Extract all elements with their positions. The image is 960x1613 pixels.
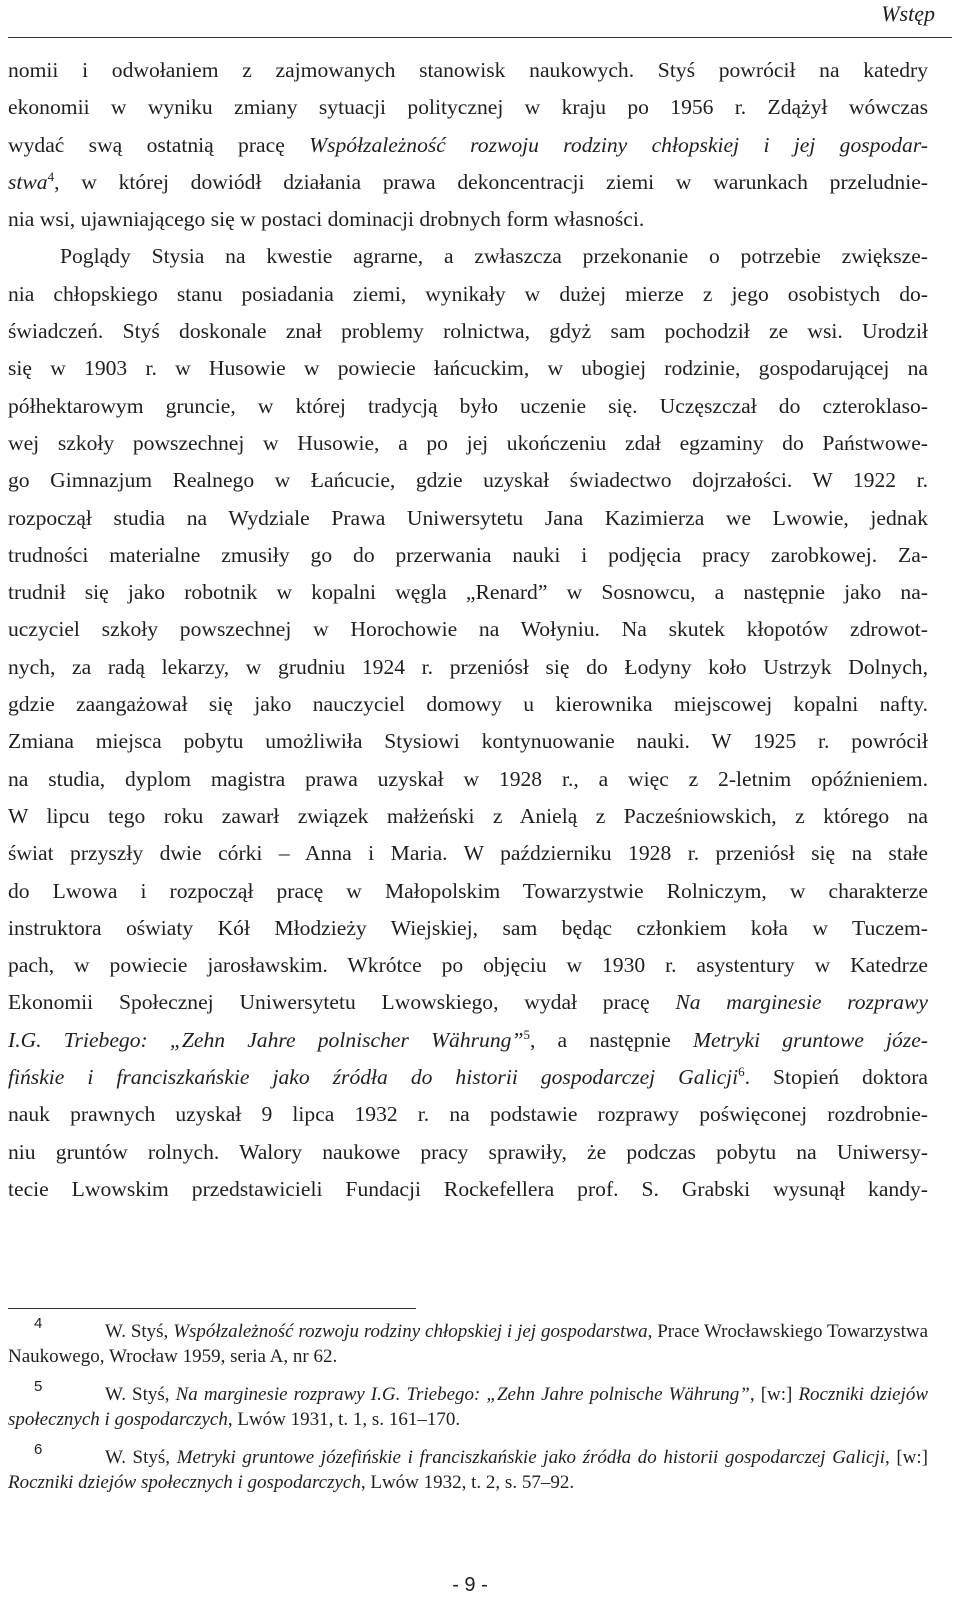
- page-number: - 9 -: [452, 1574, 488, 1596]
- footnote-title: Metryki gruntowe józefińskie i franciszkańskie jako źródła do historii gospodarczej Galicji: [176, 1447, 885, 1468]
- paragraph-2-line-4: się w 1903 r. w Husowie w powiecie łańcuckim, w ubogiej rodzinie, gospodarującej na: [8, 356, 928, 381]
- text-run: Ekonomii Społecznej Uniwersytetu Lwowskiego, wydał pracę: [8, 990, 676, 1015]
- paragraph-2-line-12: nych, za radą lekarzy, w grudniu 1924 r. przeniósł się do Łodyny koło Ustrzyk Dolnych,: [8, 654, 928, 679]
- paragraph-2-line-3: świadczeń. Styś doskonale znał problemy rolnictwa, gdyż sam pochodził ze wsi. Urodził: [8, 319, 928, 344]
- footnote-body: [8, 1320, 928, 1369]
- header-rule: [8, 37, 952, 38]
- paragraph-2-line-13: gdzie zaangażował się jako nauczyciel domowy u kierownika miejscowej kopalni nafty.: [8, 692, 928, 717]
- book-title-cont: stwa: [8, 169, 48, 194]
- paragraph-2-line-11: uczyciel szkoły powszechnej w Horochowie na Wołyniu. Na skutek kłopotów zdrowot-: [8, 617, 928, 642]
- paragraph-2-line-26: tecie Lwowskim przedstawicieli Fundacji Rockefellera prof. S. Grabski wysunął kandy-: [8, 1176, 928, 1201]
- footnote-4: [8, 1315, 929, 1369]
- paragraph-2-line-20: pach, w powiecie jarosławskim. Wkrótce po objęciu w 1930 r. asystentury w Katedrze: [8, 953, 928, 978]
- text-run: . Stopień doktora: [744, 1065, 928, 1090]
- paragraph-2-line-19: instruktora oświaty Kół Młodzieży Wiejskiej, sam będąc członkiem koła w Tuczem-: [8, 915, 928, 940]
- book-title-cont: I.G. Triebego: „Zehn Jahre polnischer Währung”: [8, 1027, 524, 1052]
- footnote-ref-4: 4: [47, 168, 55, 184]
- footnote-author: W. Styś,: [105, 1321, 174, 1342]
- footnote-number: 4: [34, 1315, 43, 1332]
- paragraph-2-line-17: świat przyszły dwie córki – Anna i Maria. W październiku 1928 r. przeniósł się na stałe: [8, 841, 928, 866]
- text-run: , w której dowiódł działania prawa dekoncentracji ziemi w warunkach przeludnie-: [54, 169, 928, 194]
- book-title: Na marginesie rozprawy: [675, 990, 928, 1015]
- paragraph-2-line-8: rozpoczął studia na Wydziale Prawa Uniwersytetu Jana Kazimierza we Lwowie, jednak: [8, 505, 928, 530]
- paragraph-2-line-9: trudności materialne zmusiły go do przerwania nauki i podjęcia pracy zarobkowej. Za-: [8, 542, 928, 567]
- paragraph-2-line-16: W lipcu tego roku zawarł związek małżeński z Anielą z Pacześniowskich, z którego na: [8, 803, 928, 828]
- paragraph-2-line-2: nia chłopskiego stanu posiadania ziemi, wynikały w dużej mierze z jego osobistych do-: [8, 281, 928, 306]
- footnote-journal: Roczniki dziejów społecznych i gospodarczych: [8, 1471, 361, 1493]
- footnote-journal: Roczniki dziejów społecznych i gospodarczych: [8, 1384, 928, 1430]
- footnote-ref-6: 6: [738, 1064, 745, 1080]
- paragraph-2-line-6: wej szkoły powszechnej w Husowie, a po jej ukończeniu zdał egzaminy do Państwowe-: [8, 430, 928, 455]
- paragraph-2-line-21: [8, 984, 928, 1021]
- paragraph-1-line-3: [8, 127, 928, 164]
- paragraph-2-line-10: trudnił się jako robotnik w kopalni węgla „Renard” w Sosnowcu, a następnie jako na-: [8, 580, 928, 605]
- body-text: [8, 52, 928, 1208]
- paragraph-2-line-24: nauk prawnych uzyskał 9 lipca 1932 r. na podstawie rozprawy poświęconej rozdrobnie-: [8, 1102, 928, 1127]
- footnote-body: [8, 1383, 928, 1432]
- paragraph-2-line-22: [8, 1022, 928, 1059]
- running-head: Wstęp: [881, 1, 935, 26]
- footnote-ref-5: 5: [523, 1026, 530, 1042]
- footnote-author: W. Styś,: [105, 1447, 177, 1468]
- footnote-body: [8, 1446, 928, 1495]
- paragraph-1-line-5: nia wsi, ujawniającego się w postaci dominacji drobnych form własności.: [8, 207, 645, 232]
- book-title: Metryki gruntowe józe-: [692, 1027, 928, 1052]
- paragraph-2-line-5: półhektarowym gruncie, w której tradycją było uczenie się. Uczęszczał do czteroklaso-: [8, 393, 928, 418]
- paragraph-2-line-23: [8, 1059, 928, 1096]
- footnote-number: 6: [34, 1441, 43, 1458]
- text-run: wydać swą ostatnią pracę: [8, 132, 310, 157]
- footnote-number: 5: [34, 1378, 43, 1395]
- footnote-title: Współzależność rozwoju rodziny chłopskiej i jej gospodarstwa: [173, 1321, 648, 1342]
- paragraph-2-line-18: do Lwowa i rozpoczął pracę w Małopolskim Towarzystwie Rolniczym, w charakterze: [8, 878, 928, 903]
- paragraph-1-line-4: [8, 164, 928, 201]
- footnote-rest: , Lwów 1932, t. 2, s. 57–92.: [360, 1471, 575, 1493]
- paragraph-2-line-15: na studia, dyplom magistra prawa uzyskał w 1928 r., a więc z 2-letnim opóźnieniem.: [8, 766, 928, 791]
- paragraph-2-line-7: go Gimnazjum Realnego w Łańcucie, gdzie uzyskał świadectwo dojrzałości. W 1922 r.: [8, 468, 928, 493]
- book-title-cont: fińskie i franciszkańskie jako źródła do historii gospodarczej Galicji: [8, 1065, 739, 1090]
- footnote-rest: , Lwów 1931, t. 1, s. 161–170.: [227, 1408, 461, 1430]
- text-run: , a następnie: [529, 1027, 693, 1052]
- footnote-rule: [8, 1308, 416, 1309]
- footnote-6: [8, 1441, 929, 1495]
- footnote-5: [8, 1378, 928, 1432]
- footnote-author: W. Styś,: [105, 1384, 176, 1405]
- book-title: Współzależność rozwoju rodziny chłopskiej i jej gospodar-: [309, 132, 928, 157]
- paragraph-1-line-2: ekonomii w wyniku zmiany sytuacji politycznej w kraju po 1956 r. Zdążył wówczas: [8, 95, 928, 120]
- footnote-mid: , [w:]: [749, 1384, 799, 1405]
- footnote-title: Na marginesie rozprawy I.G. Triebego: „Zehn Jahre polnische Währung”: [175, 1384, 750, 1405]
- footnotes: [8, 1315, 929, 1509]
- paragraph-2-line-14: Zmiana miejsca pobytu umożliwiła Stysiowi kontynuowanie nauki. W 1925 r. powrócił: [8, 729, 928, 754]
- paragraph-1-line-1: nomii i odwołaniem z zajmowanych stanowisk naukowych. Styś powrócił na katedry: [8, 58, 928, 82]
- footnote-rest: , Prace Wrocławskiego Towarzystwa Naukowego, Wrocław 1959, seria A, nr 62.: [8, 1321, 929, 1367]
- paragraph-2-line-25: niu gruntów rolnych. Walory naukowe pracy sprawiły, że podczas pobytu na Uniwersy-: [8, 1139, 928, 1164]
- paragraph-2-line-1: Poglądy Stysia na kwestie agrarne, a zwłaszcza przekonanie o potrzebie zwiększe-: [60, 244, 928, 269]
- footnote-mid: , [w:]: [884, 1447, 929, 1468]
